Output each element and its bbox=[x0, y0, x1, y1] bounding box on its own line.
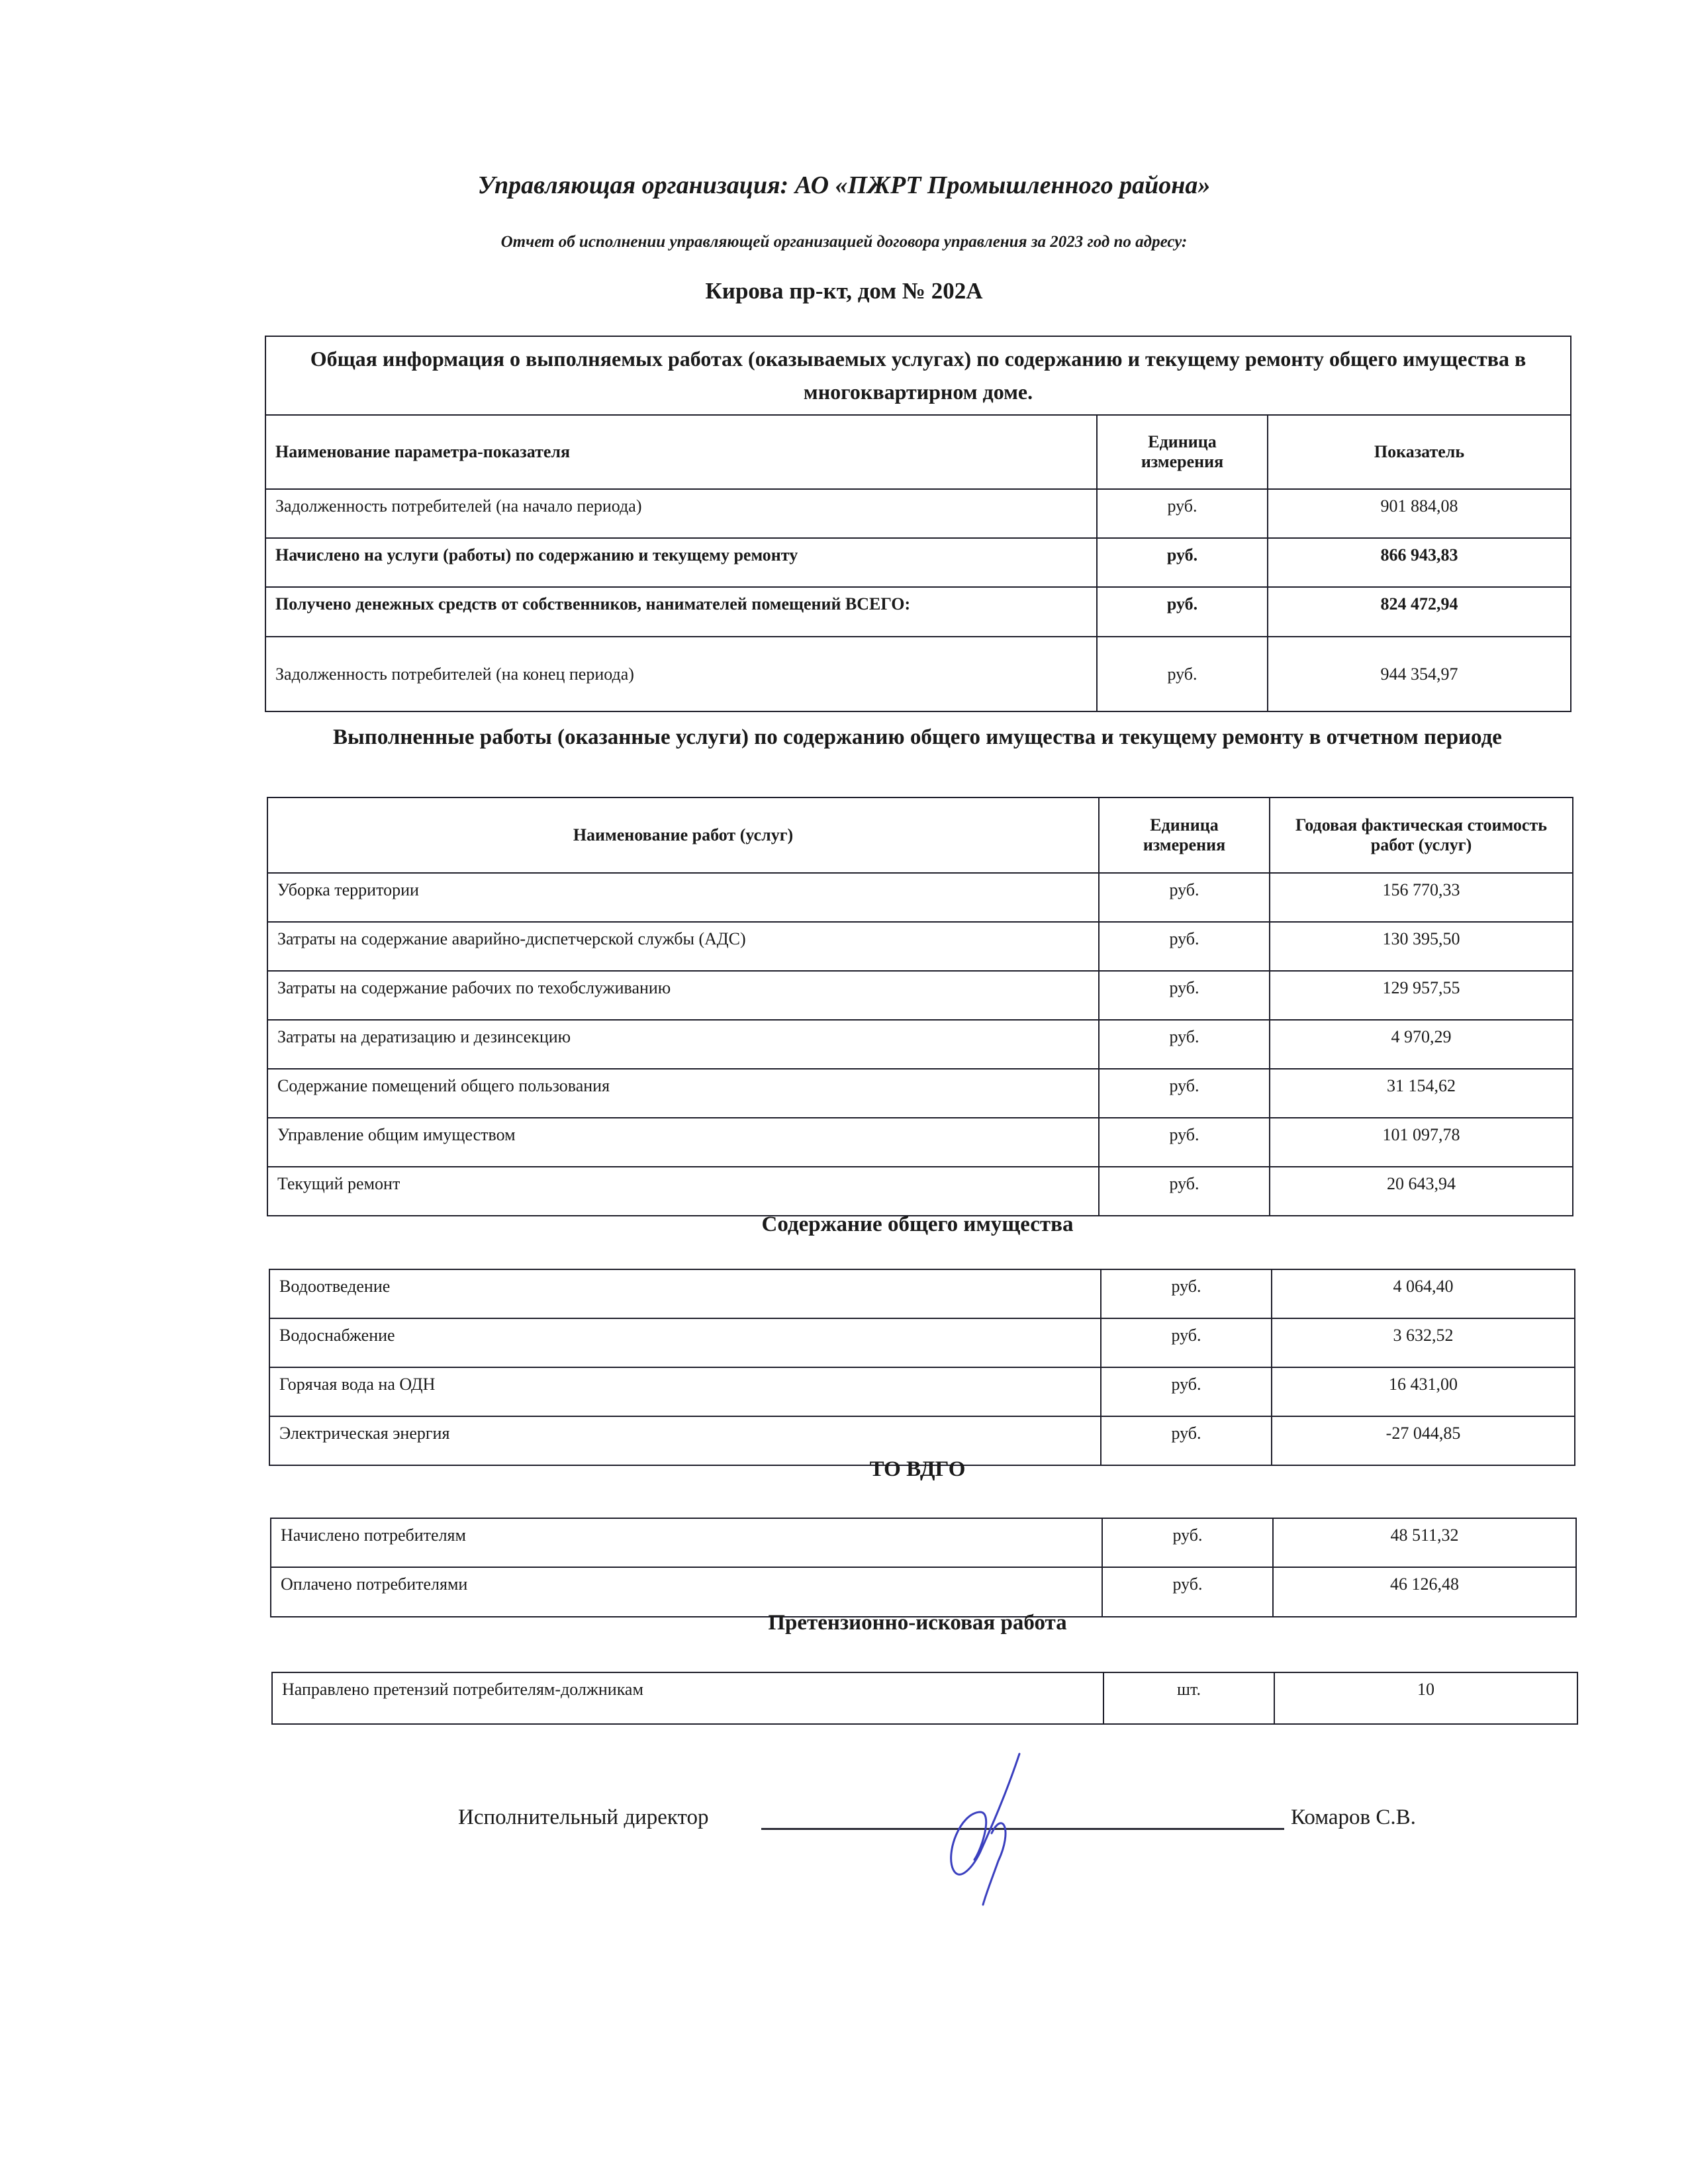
column-header-annual-cost: Годовая фактическая стоимость работ (услуг) bbox=[1270, 797, 1573, 873]
column-header-unit: Единица измерения bbox=[1099, 797, 1270, 873]
row-name: Горячая вода на ОДН bbox=[269, 1367, 1101, 1416]
row-name: Уборка территории bbox=[267, 873, 1099, 922]
row-name: Задолженность потребителей (на начало периода) bbox=[265, 489, 1097, 538]
to-vdgo-section-title: ТО ВДГО bbox=[869, 1457, 966, 1481]
row-unit: руб. bbox=[1101, 1269, 1272, 1318]
row-unit: руб. bbox=[1101, 1367, 1272, 1416]
table-row bbox=[271, 1518, 1576, 1567]
row-value: 46 126,48 bbox=[1273, 1567, 1576, 1617]
row-unit: руб. bbox=[1099, 1118, 1270, 1167]
table-row bbox=[265, 637, 1571, 711]
row-name: Задолженность потребителей (на конец периода) bbox=[265, 637, 1097, 711]
row-unit: руб. bbox=[1099, 873, 1270, 922]
organization-title: Управляющая организация: АО «ПЖРТ Промышленного района» bbox=[477, 171, 1211, 199]
row-name: Затраты на дератизацию и дезинсекцию bbox=[267, 1020, 1099, 1069]
signatory-position: Исполнительный директор bbox=[458, 1805, 709, 1829]
table-row bbox=[267, 922, 1573, 971]
table-row bbox=[269, 1367, 1575, 1416]
row-unit: руб. bbox=[1102, 1567, 1273, 1617]
common-property-table bbox=[269, 1269, 1575, 1466]
row-unit: шт. bbox=[1103, 1672, 1274, 1724]
row-name: Затраты на содержание аварийно-диспетчерской службы (АДС) bbox=[267, 922, 1099, 971]
claims-section-title: Претензионно-исковая работа bbox=[768, 1611, 1067, 1635]
row-name: Текущий ремонт bbox=[267, 1167, 1099, 1216]
handwritten-signature-icon bbox=[914, 1747, 1046, 1906]
row-unit: руб. bbox=[1102, 1518, 1273, 1567]
general-info-caption: Общая информация о выполняемых работах (оказываемых услугах) по содержанию и текущему ремонту общего имущества в многоквартирном доме. bbox=[265, 336, 1571, 415]
row-value: 31 154,62 bbox=[1270, 1069, 1573, 1118]
table-row bbox=[267, 971, 1573, 1020]
row-name: Начислено потребителям bbox=[271, 1518, 1102, 1567]
row-name: Оплачено потребителями bbox=[271, 1567, 1102, 1617]
row-unit: руб. bbox=[1101, 1318, 1272, 1367]
column-header-value: Показатель bbox=[1268, 415, 1571, 489]
table-row bbox=[267, 1069, 1573, 1118]
table-row bbox=[272, 1672, 1577, 1724]
table-row bbox=[267, 1118, 1573, 1167]
row-unit: руб. bbox=[1101, 1416, 1272, 1465]
row-name: Начислено на услуги (работы) по содержанию и текущему ремонту bbox=[265, 538, 1097, 587]
row-unit: руб. bbox=[1099, 922, 1270, 971]
row-name: Содержание помещений общего пользования bbox=[267, 1069, 1099, 1118]
row-name: Затраты на содержание рабочих по техобслуживанию bbox=[267, 971, 1099, 1020]
table-row bbox=[265, 538, 1571, 587]
table-row bbox=[269, 1269, 1575, 1318]
row-value: 10 bbox=[1274, 1672, 1577, 1724]
table-row bbox=[265, 587, 1571, 637]
table-row bbox=[265, 489, 1571, 538]
row-name: Водоотведение bbox=[269, 1269, 1101, 1318]
row-value: 48 511,32 bbox=[1273, 1518, 1576, 1567]
row-value: 944 354,97 bbox=[1268, 637, 1571, 711]
row-value: 824 472,94 bbox=[1268, 587, 1571, 637]
row-unit: руб. bbox=[1097, 587, 1268, 637]
row-value: -27 044,85 bbox=[1272, 1416, 1575, 1465]
row-name: Управление общим имуществом bbox=[267, 1118, 1099, 1167]
row-unit: руб. bbox=[1099, 1167, 1270, 1216]
row-unit: руб. bbox=[1099, 971, 1270, 1020]
general-info-table bbox=[265, 336, 1571, 712]
column-header-work-name: Наименование работ (услуг) bbox=[267, 797, 1099, 873]
row-value: 4 970,29 bbox=[1270, 1020, 1573, 1069]
row-value: 101 097,78 bbox=[1270, 1118, 1573, 1167]
row-value: 130 395,50 bbox=[1270, 922, 1573, 971]
row-value: 129 957,55 bbox=[1270, 971, 1573, 1020]
address-heading: Кирова пр-кт, дом № 202А bbox=[705, 278, 983, 304]
to-vdgo-table bbox=[270, 1518, 1577, 1617]
row-unit: руб. bbox=[1097, 538, 1268, 587]
row-unit: руб. bbox=[1099, 1020, 1270, 1069]
row-name: Водоснабжение bbox=[269, 1318, 1101, 1367]
row-unit: руб. bbox=[1097, 637, 1268, 711]
works-section-title: Выполненные работы (оказанные услуги) по содержанию общего имущества и текущему ремонту в отчетном периоде bbox=[333, 725, 1502, 749]
table-row bbox=[269, 1318, 1575, 1367]
works-table bbox=[267, 797, 1573, 1216]
row-value: 3 632,52 bbox=[1272, 1318, 1575, 1367]
row-value: 901 884,08 bbox=[1268, 489, 1571, 538]
column-header-parameter: Наименование параметра-показателя bbox=[265, 415, 1097, 489]
row-value: 4 064,40 bbox=[1272, 1269, 1575, 1318]
signatory-name: Комаров С.В. bbox=[1291, 1805, 1416, 1829]
column-header-unit: Единица измерения bbox=[1097, 415, 1268, 489]
row-value: 866 943,83 bbox=[1268, 538, 1571, 587]
row-unit: руб. bbox=[1099, 1069, 1270, 1118]
row-unit: руб. bbox=[1097, 489, 1268, 538]
row-value: 20 643,94 bbox=[1270, 1167, 1573, 1216]
row-name: Получено денежных средств от собственников, нанимателей помещений ВСЕГО: bbox=[265, 587, 1097, 637]
table-row bbox=[267, 1020, 1573, 1069]
report-subtitle: Отчет об исполнении управляющей организацией договора управления за 2023 год по адресу: bbox=[500, 233, 1188, 251]
row-name: Электрическая энергия bbox=[269, 1416, 1101, 1465]
row-value: 16 431,00 bbox=[1272, 1367, 1575, 1416]
row-value: 156 770,33 bbox=[1270, 873, 1573, 922]
common-property-section-title: Содержание общего имущества bbox=[761, 1212, 1074, 1236]
claims-table bbox=[271, 1672, 1578, 1725]
row-name: Направлено претензий потребителям-должникам bbox=[272, 1672, 1103, 1724]
table-row bbox=[267, 873, 1573, 922]
